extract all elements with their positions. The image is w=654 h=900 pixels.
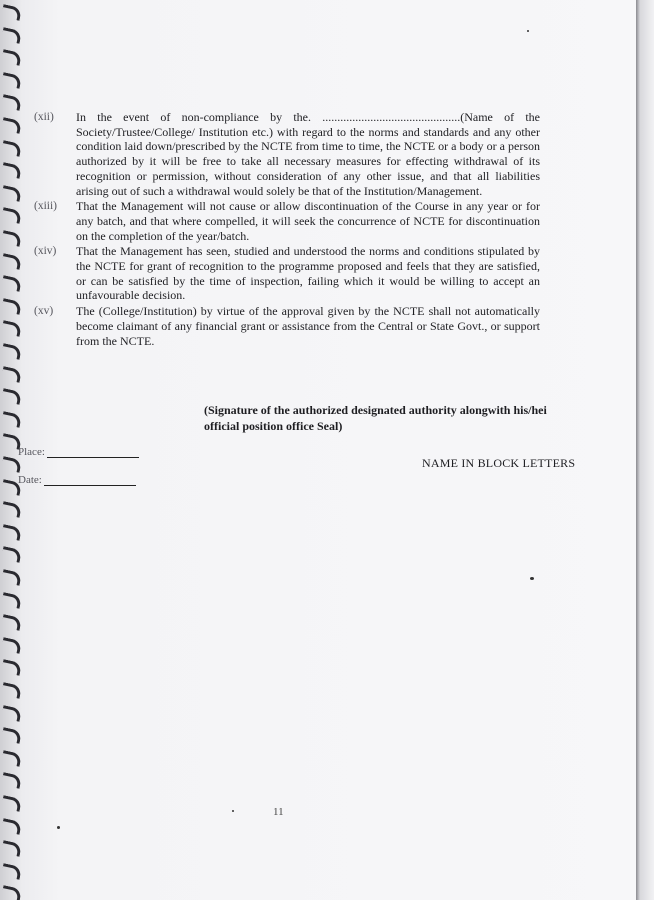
signature-line-2: official position office Seal)	[204, 419, 343, 433]
binding-ring	[1, 411, 22, 428]
binding-ring	[1, 185, 22, 202]
binding-ring	[1, 592, 22, 609]
clause-number: (xiii)	[34, 200, 57, 213]
binding-ring	[1, 727, 22, 744]
binding-ring	[1, 524, 22, 541]
binding-ring	[1, 840, 22, 857]
date-label: Date:	[18, 474, 42, 486]
place-field	[18, 446, 139, 458]
clause-number: (xiv)	[34, 245, 57, 258]
binding-ring	[1, 750, 22, 767]
binding-ring	[1, 682, 22, 699]
binding-ring	[1, 818, 22, 835]
binding-ring	[1, 569, 22, 586]
clause-xiv	[34, 244, 540, 303]
binding-ring	[1, 162, 22, 179]
page-number: 11	[273, 806, 284, 818]
binding-ring	[1, 501, 22, 518]
binding-ring	[1, 230, 22, 247]
binding-ring	[1, 321, 22, 338]
clause-xiii	[34, 199, 540, 243]
name-in-block-letters: NAME IN BLOCK LETTERS	[422, 456, 576, 470]
date-blank-line	[44, 475, 136, 486]
binding-ring	[1, 4, 22, 21]
clause-number: (xv)	[34, 305, 54, 318]
binding-ring	[1, 773, 22, 790]
signature-line-1: (Signature of the authorized designated authority alongwith his/hei	[204, 403, 547, 417]
place-label: Place:	[18, 446, 45, 458]
binding-ring	[1, 253, 22, 270]
date-field	[18, 474, 136, 486]
binding-ring	[1, 366, 22, 383]
scan-speck	[527, 30, 529, 32]
binding-ring	[1, 886, 22, 900]
clause-text: The (College/Institution) by virtue of the approval given by the NCTE shall not automatically become claimant of any financial grant or assistance from the Central or State Govt., or support from the NCTE.	[76, 304, 540, 348]
scan-speck	[530, 577, 534, 580]
binding-ring	[1, 660, 22, 677]
binding-ring	[1, 637, 22, 654]
page-edge-shadow	[636, 0, 654, 900]
scan-speck	[232, 810, 234, 812]
binding-ring	[1, 863, 22, 880]
clause-text: That the Management has seen, studied and understood the norms and conditions stipulated by the NCTE for grant of recognition to the programme proposed and feels that they are satisfied, or can be satisfied by the time of inspection, failing which it would be willing to accept an unfavourable decision.	[76, 244, 540, 303]
binding-ring	[1, 72, 22, 89]
binding-ring	[1, 49, 22, 66]
binding-ring	[1, 117, 22, 134]
binding-ring	[1, 795, 22, 812]
binding-ring	[1, 456, 22, 473]
binding-ring	[1, 343, 22, 360]
clause-number: (xii)	[34, 111, 54, 123]
binding-ring	[1, 547, 22, 564]
clause-text: In the event of non-compliance by the. ..............................................(Name of the Society/Trustee/College/ Institution etc.) with regard to the norms and standards and any other condition laid down/prescribed by the NCTE from time to time, the NCTE or a body or a person authorized by it will be free to take all necessary measures for effecting withdrawal of its recognition or permission, without consideration of any other issue, and that all liabilities arising out of such a withdrawal would solely be that of the Institution/Management.	[76, 110, 540, 198]
clause-list	[34, 110, 540, 348]
binding-ring	[1, 27, 22, 44]
binding-ring	[1, 705, 22, 722]
clause-xv	[34, 304, 540, 348]
binding-ring	[1, 388, 22, 405]
binding-ring	[1, 95, 22, 112]
scan-speck	[57, 826, 60, 829]
binding-ring	[1, 208, 22, 225]
binding-ring	[1, 140, 22, 157]
clause-text: That the Management will not cause or allow discontinuation of the Course in any year or for any batch, and that where compelled, it will seek the concurrence of NCTE for discontinuation on the completion of the year/batch.	[76, 199, 540, 243]
binding-ring	[1, 275, 22, 292]
signature-caption	[204, 402, 574, 434]
place-blank-line	[47, 447, 139, 458]
binding-ring	[1, 298, 22, 315]
clause-xii	[34, 110, 540, 198]
binding-ring	[1, 614, 22, 631]
